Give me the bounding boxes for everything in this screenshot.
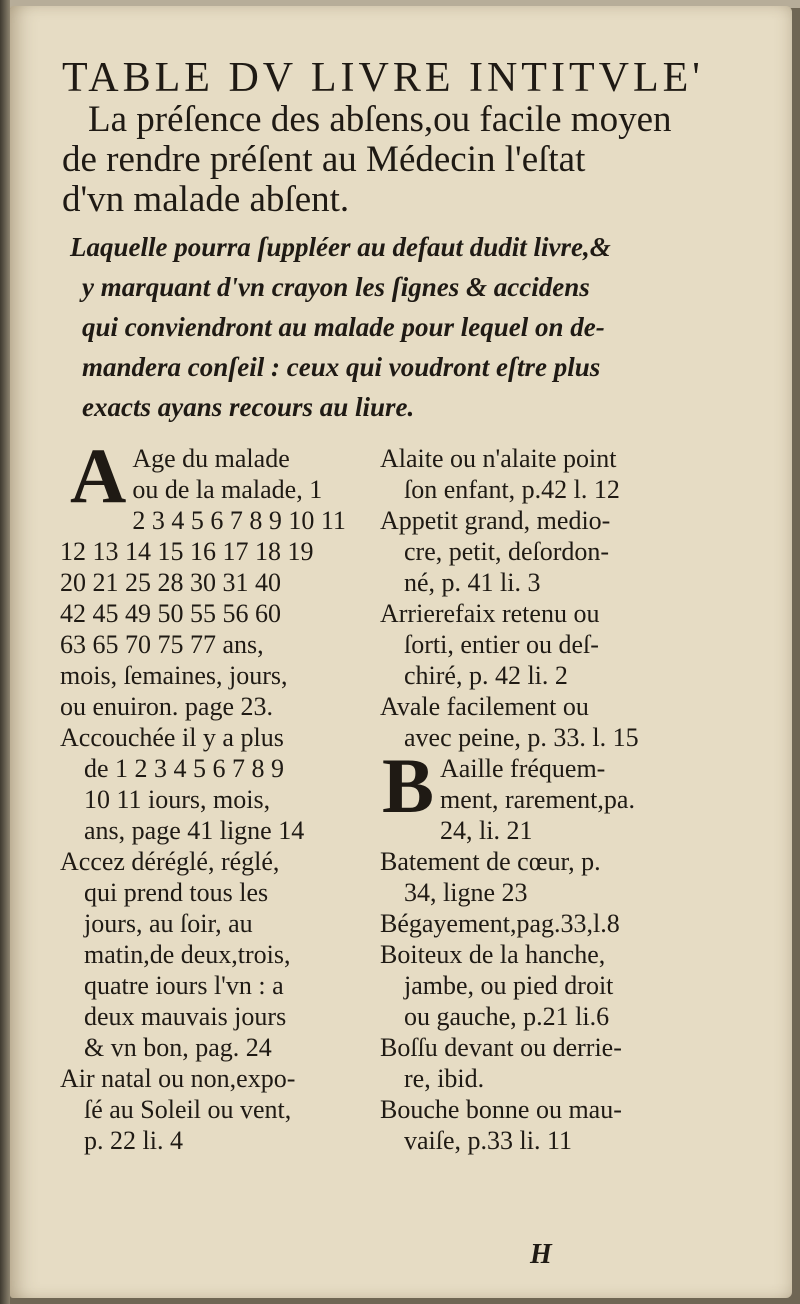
entry-line: jours, au ſoir, au (84, 909, 253, 938)
intro-line-3: qui conviendront au malade pour lequel on de- (82, 312, 605, 342)
index-left-column (60, 432, 370, 1156)
signature-mark: H (530, 1239, 552, 1270)
entry-line: Air natal ou non,expo- (60, 1064, 296, 1093)
intro-line-2: y marquant d'vn crayon les ſignes & accidens (82, 272, 590, 302)
entry-line: Bouche bonne ou mau- (380, 1095, 622, 1124)
entry-line: ou enuiron. page 23. (60, 692, 274, 721)
entry-line: 10 11 iours, mois, (84, 785, 271, 814)
entry-line: vaiſe, p.33 li. 11 (404, 1126, 573, 1155)
index-entry-appetit (380, 505, 700, 598)
index-entry-begayement (380, 908, 700, 939)
index-entry-batement (380, 846, 700, 908)
entry-line: matin,de deux,trois, (84, 940, 291, 969)
entry-line: avec peine, p. 33. l. 15 (404, 723, 639, 752)
dropcap-letter-a: A (70, 432, 127, 519)
index-entry-baaille (380, 742, 700, 846)
entry-line: Arrierefaix retenu ou (380, 599, 600, 628)
entry-line: Batement de cœur, p. (380, 847, 601, 876)
entry-line: chiré, p. 42 li. 2 (404, 661, 568, 690)
entry-line: quatre iours l'vn : a (84, 971, 284, 1000)
index-entry-air (60, 1063, 370, 1156)
entry-line: 12 13 14 15 16 17 18 19 (60, 537, 314, 566)
index-entry-boiteux (380, 939, 700, 1032)
entry-line: de 1 2 3 4 5 6 7 8 9 (84, 754, 285, 783)
entry-line: Avale facilement ou (380, 692, 589, 721)
index-right-column (380, 443, 700, 1156)
entry-line: 34, ligne 23 (404, 878, 528, 907)
entry-line: Boſſu devant ou derrie- (380, 1033, 622, 1062)
subtitle-line-1: La préſence des abſens,ou facile moyen (88, 99, 672, 140)
entry-line: ans, page 41 ligne 14 (84, 816, 305, 845)
entry-line: Appetit grand, medio- (380, 506, 611, 535)
entry-line: Accouchée il y a plus (60, 723, 284, 752)
intro-line-4: mandera conſeil : ceux qui voudront eſtre plus (82, 352, 601, 382)
intro-line-5: exacts ayans recours au liure. (82, 392, 415, 422)
entry-line: ſon enfant, p.42 l. 12 (404, 475, 620, 504)
entry-line: Accez déréglé, réglé, (60, 847, 280, 876)
entry-line: ou de la malade, 1 (132, 475, 323, 504)
index-entry-accez (60, 846, 370, 1063)
entry-line: cre, petit, deſordon- (404, 537, 610, 566)
index-entry-alaite (380, 443, 700, 505)
subtitle-line-3: d'vn malade abſent. (62, 179, 350, 220)
entry-line: jambe, ou pied droit (404, 971, 614, 1000)
index-entry-age (60, 432, 370, 722)
index-entry-arrierefaix (380, 598, 700, 691)
entry-line: ſé au Soleil ou vent, (84, 1095, 292, 1124)
entry-line: ment, rarement,pa. (440, 785, 635, 814)
entry-line: 2 3 4 5 6 7 8 9 10 11 (132, 506, 346, 535)
entry-line: ſorti, entier ou deſ- (404, 630, 599, 659)
entry-line: deux mauvais jours (84, 1002, 287, 1031)
entry-line: né, p. 41 li. 3 (404, 568, 541, 597)
entry-line: p. 22 li. 4 (84, 1126, 183, 1155)
subtitle-line-2: de rendre préſent au Médecin l'eſtat (62, 139, 586, 180)
intro-line-1: Laquelle pourra ſuppléer au defaut dudit livre,& (70, 232, 611, 262)
entry-line: 24, li. 21 (440, 816, 533, 845)
entry-line: Aaille fréquem- (440, 754, 606, 783)
entry-line: re, ibid. (404, 1064, 485, 1093)
index-entry-bouche (380, 1094, 700, 1156)
entry-line: 20 21 25 28 30 31 40 (60, 568, 281, 597)
entry-line: Age du malade (132, 444, 290, 473)
entry-line: qui prend tous les (84, 878, 269, 907)
entry-line: Boiteux de la hanche, (380, 940, 606, 969)
entry-line: Bégayement,pag.33,l.8 (380, 909, 620, 938)
entry-line: mois, ſemaines, jours, (60, 661, 288, 690)
entry-line: & vn bon, pag. 24 (84, 1033, 272, 1062)
book-page (10, 6, 792, 1298)
index-entry-accouchee (60, 722, 370, 846)
entry-line: ou gauche, p.21 li.6 (404, 1002, 610, 1031)
book-gutter (0, 0, 10, 1304)
entry-line: 63 65 70 75 77 ans, (60, 630, 264, 659)
entry-line: Alaite ou n'alaite point (380, 444, 617, 473)
page-title: TABLE DV LIVRE INTITVLE' (62, 55, 704, 101)
entry-line: 42 45 49 50 55 56 60 (60, 599, 281, 628)
dropcap-letter-b: B (382, 742, 435, 829)
index-entry-boffu (380, 1032, 700, 1094)
